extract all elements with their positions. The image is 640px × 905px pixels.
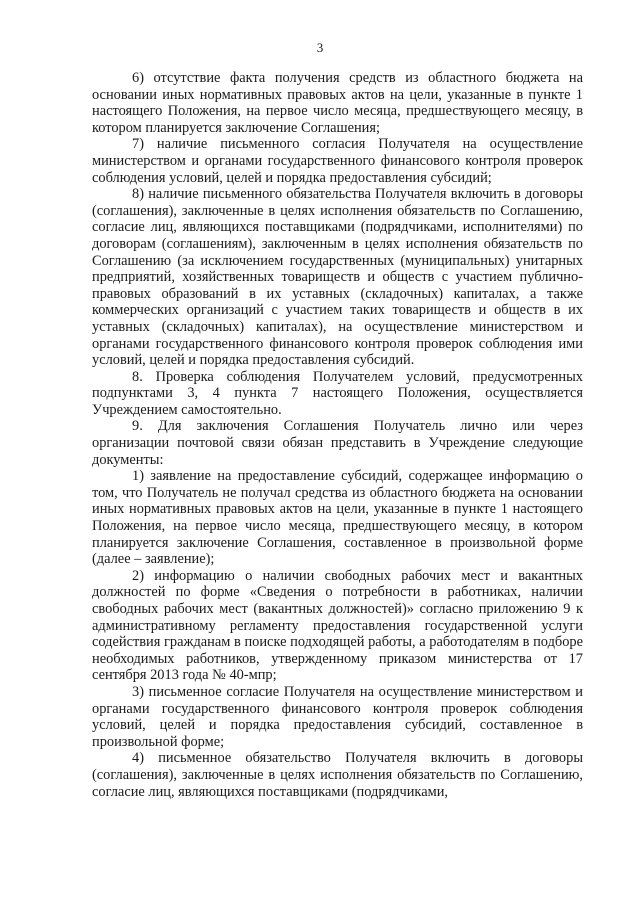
paragraph: 8. Проверка соблюдения Получателем условий, предусмотренных подпунктами 3, 4 пункта 7 настоящего Положения, осуществляется Учреждением самостоятельно. <box>92 368 583 418</box>
paragraph: 6) отсутствие факта получения средств из областного бюджета на основании иных нормативных правовых актов на цели, указанные в пункте 1 настоящего Положения, на первое число месяца, предшествующего месяцу, в котором планируется заключение Соглашения; <box>92 70 583 136</box>
paragraph: 7) наличие письменного согласия Получателя на осуществление министерством и органами государственного финансового контроля проверок соблюдения условий, целей и порядка предоставления субсидий; <box>92 136 583 186</box>
page-number: 3 <box>316 40 324 55</box>
paragraph: 8) наличие письменного обязательства Получателя включить в договоры (соглашения), заключенные в целях исполнения обязательств по Соглашению, согласие лиц, являющихся поставщиками (подрядчиками, исполнителями) по договорам (соглашениям), заключенным в целях исполнения обязательств по Соглашению (за исключением государственных (муниципальных) унитарных предприятий, хозяйственных товариществ и обществ с участием публично-правовых образований в их уставных (складочных) капиталах, а также коммерческих организаций с участием таких товариществ и обществ в их уставных (складочных) капиталах), на осуществление министерством и органами государственного финансового контроля проверок соблюдения ими условий, целей и порядка предоставления субсидий. <box>92 186 583 369</box>
document-body <box>92 70 583 800</box>
paragraph: 1) заявление на предоставление субсидий, содержащее информацию о том, что Получатель не получал средства из областного бюджета на основании иных нормативных правовых актов на цели, указанные в пункте 1 настоящего Положения, на первое число месяца, предшествующего месяцу, в котором планируется заключение Соглашения, составленное в произвольной форме (далее – заявление); <box>92 468 583 568</box>
paragraph: 9. Для заключения Соглашения Получатель лично или через организации почтовой связи обязан представить в Учреждение следующие документы: <box>92 418 583 468</box>
paragraph: 4) письменное обязательство Получателя включить в договоры (соглашения), заключенные в целях исполнения обязательств по Соглашению, согласие лиц, являющихся поставщиками (подрядчиками, <box>92 750 583 800</box>
paragraph: 2) информацию о наличии свободных рабочих мест и вакантных должностей по форме «Сведения о потребности в работниках, наличии свободных рабочих мест (вакантных должностей)» согласно приложению 9 к административному регламенту предоставления государственной услуги содействия гражданам в поиске подходящей работы, а работодателям в подборе необходимых работников, утвержденному приказом министерства от 17 сентября 2013 года № 40-мпр; <box>92 567 583 684</box>
paragraph: 3) письменное согласие Получателя на осуществление министерством и органами государственного финансового контроля проверок соблюдения условий, целей и порядка предоставления субсидий, составленное в произвольной форме; <box>92 683 583 750</box>
